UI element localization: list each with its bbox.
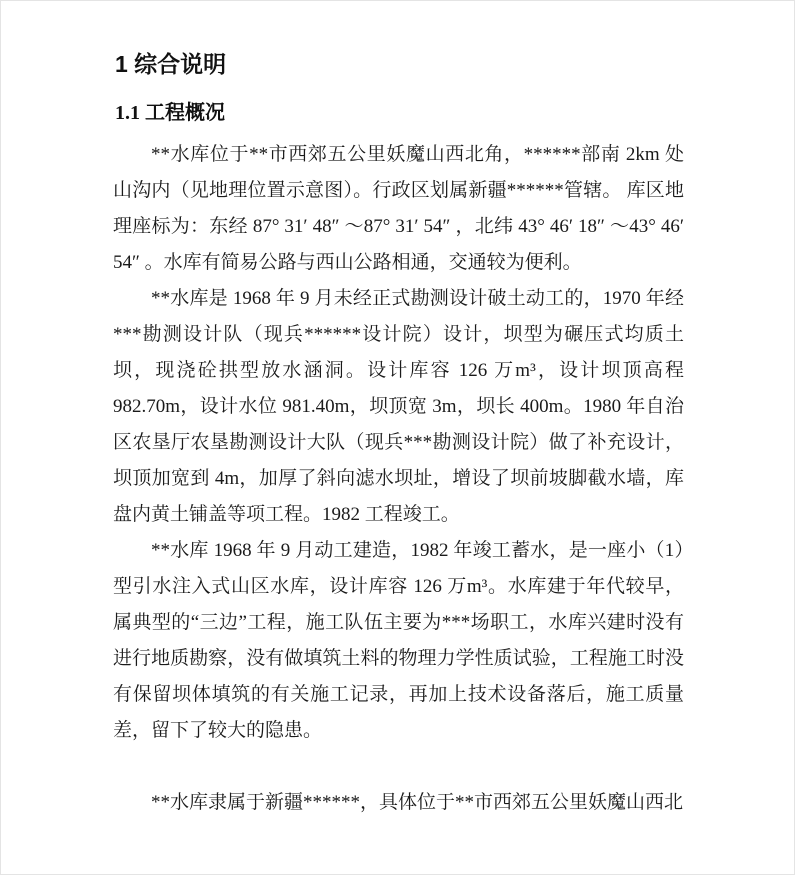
paragraph-construction-history: **水库是 1968 年 9 月未经正式勘测设计破土动工的，1970 年经***勘测设计队（现兵******设计院）设计，坝型为碾压式均质土坝，现浇砼拱型放水涵洞。设计库容 126 万m³，设计坝顶高程 982.70m，设计水位 981.40m，坝顶宽 3m，坝长 400m。1980 年自治区农垦厅农垦勘测设计大队（现兵***勘测设计院）做了补充设计，坝顶加宽到 4m，加厚了斜向滤水坝址，增设了坝前坡脚截水墙，库盘内黄土铺盖等项工程。1982 工程竣工。 bbox=[113, 288, 684, 525]
paragraph-quality-issues: **水库 1968 年 9 月动工建造，1982 年竣工蓄水，是一座小（1）型引水注入式山区水库，设计库容 126 万m³。水库建于年代较早，属典型的“三边”工程，施工队伍主要为***场职工，水库兴建时没有进行地质勘察，没有做填筑土料的物理力学性质试验，工程施工时没有保留坝体填筑的有关施工记录，再加上技术设备落后，施工质量差，留下了较大的隐患。 bbox=[113, 540, 684, 741]
paragraph-location: **水库位于**市西郊五公里妖魔山西北角，******部南 2km 处山沟内（见地理位置示意图）。行政区划属新疆******管辖。 库区地理座标为：东经 87° 31′ 48″ ～87° 31′ 54″ ，北纬 43° 46′ 18″ ～43° 46′ 54″ 。水库有简易公路与西山公路相通，交通较为便利。 bbox=[113, 144, 684, 273]
section-heading: 1.1 工程概况 bbox=[115, 102, 225, 124]
paragraph-affiliation: **水库隶属于新疆******，具体位于**市西郊五公里妖魔山西北 bbox=[151, 792, 684, 813]
chapter-heading: 1 综合说明 bbox=[115, 51, 227, 77]
